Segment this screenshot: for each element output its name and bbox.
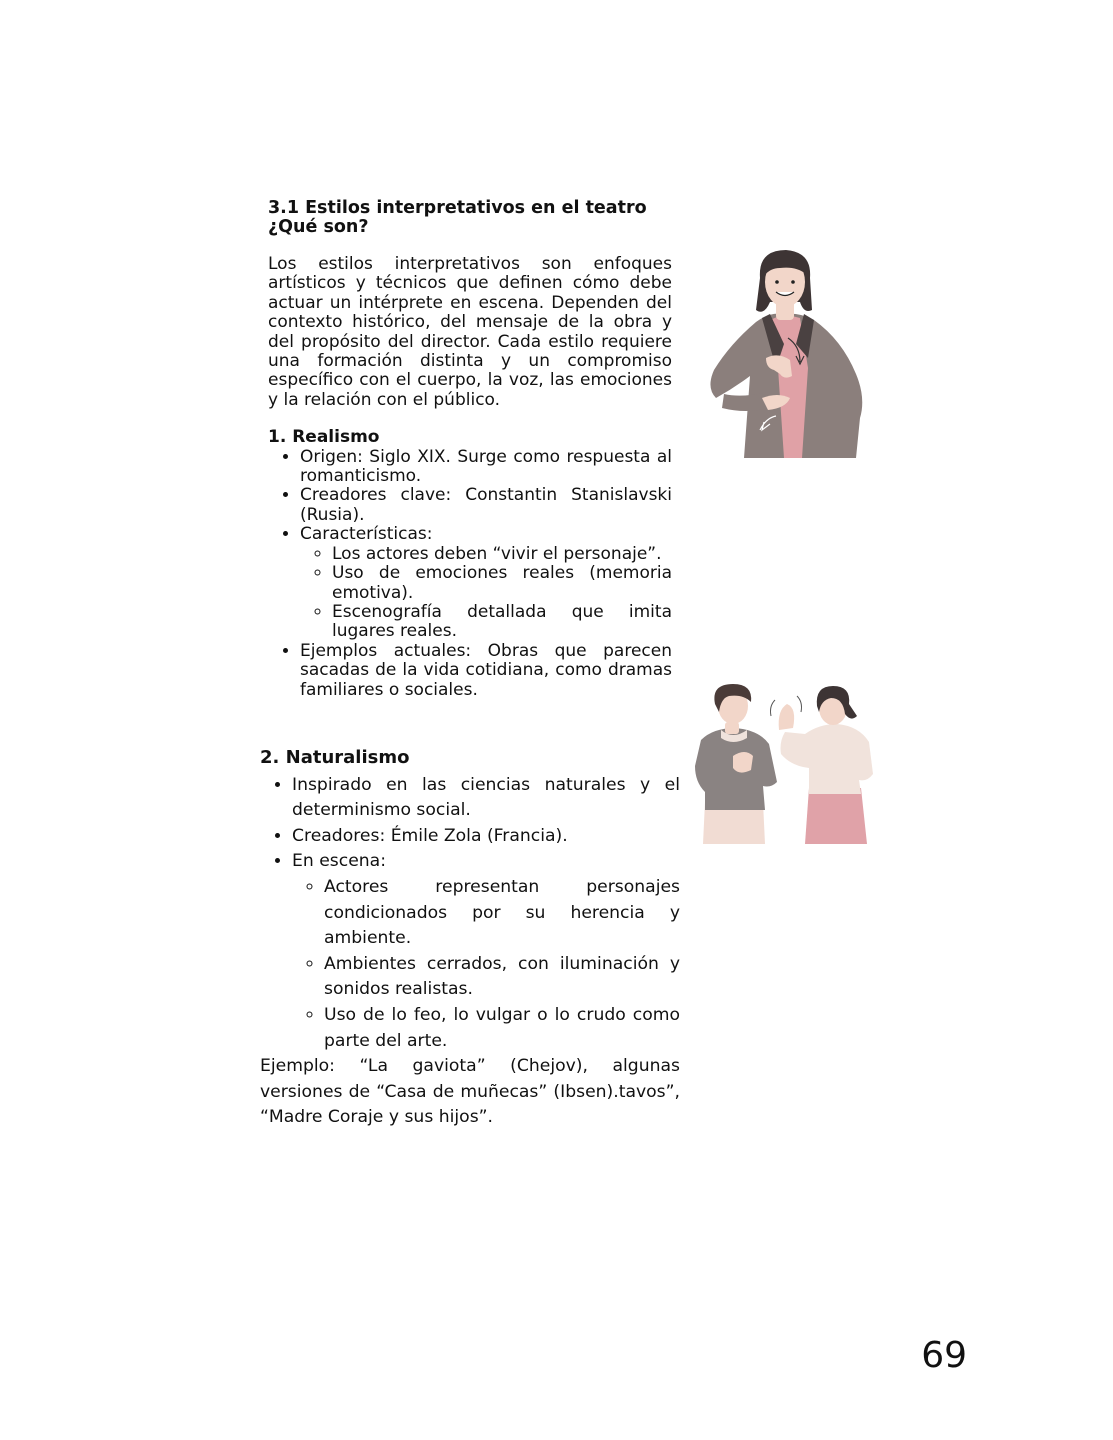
naturalismo-creadores: • Creadores: Émile Zola (Francia). bbox=[292, 824, 680, 850]
hands bbox=[733, 752, 753, 773]
sign-language-person-illustration bbox=[704, 248, 866, 460]
sweater bbox=[781, 724, 874, 794]
raised-hand bbox=[779, 704, 794, 730]
realismo-ejemplos: • Ejemplos actuales: Obras que parecen sacadas de la vida cotidiana, como dramas familiares o sociales. bbox=[300, 642, 672, 700]
naturalismo-ejemplo: Ejemplo: “La gaviota” (Chejov), algunas versiones de “Casa de muñecas” (Ibsen).tavos”, “Madre Coraje y sus hijos”. bbox=[260, 1056, 680, 1128]
en-escena-label: En escena: bbox=[292, 851, 386, 872]
realismo-creadores: • Creadores clave: Constantin Stanislavski (Rusia). bbox=[300, 486, 672, 525]
section-heading bbox=[268, 199, 672, 237]
list-item: ◦ Uso de lo feo, lo vulgar o lo crudo como parte del arte. bbox=[324, 1003, 680, 1054]
naturalismo-title: 2. Naturalismo bbox=[260, 747, 410, 768]
list-item: ◦ Actores representan personajes condicionados por su herencia y ambiente. bbox=[324, 875, 680, 952]
heading-question: ¿Qué son? bbox=[268, 217, 369, 237]
list-item: ◦ Los actores deben “vivir el personaje”. bbox=[332, 545, 672, 564]
list-item: ◦ Escenografía detallada que imita lugares reales. bbox=[332, 603, 672, 642]
two-people-signing-illustration bbox=[693, 682, 875, 846]
page-number: 69 bbox=[921, 1335, 967, 1376]
skirt bbox=[805, 788, 867, 844]
en-escena-sublist bbox=[292, 875, 680, 1054]
naturalismo-list bbox=[260, 773, 680, 1055]
heading-title: 3.1 Estilos interpretativos en el teatro bbox=[268, 198, 647, 218]
caracteristicas-label: Características: bbox=[300, 524, 433, 545]
section-naturalismo bbox=[260, 745, 680, 1131]
caracteristicas-sublist bbox=[300, 545, 672, 642]
list-item: ◦ Ambientes cerrados, con iluminación y sonidos realistas. bbox=[324, 952, 680, 1003]
realismo-title: 1. Realismo bbox=[268, 427, 380, 448]
eye bbox=[775, 280, 779, 284]
arm-left bbox=[722, 392, 770, 411]
intro-paragraph: Los estilos interpretativos son enfoques artísticos y técnicos que definen cómo debe actuar un intérprete en escena. Dependen del contexto histórico, del mensaje de la obra y del propósito del director. Cada estilo requiere una formación distinta y un compromiso específico con el cuerpo, la voz, las emociones y la relación con el público. bbox=[268, 254, 672, 410]
realismo-list bbox=[268, 448, 672, 700]
realismo-origen: • Origen: Siglo XIX. Surge como respuesta al romanticismo. bbox=[300, 448, 672, 487]
naturalismo-inspirado: • Inspirado en las ciencias naturales y el determinismo social. bbox=[292, 773, 680, 824]
section-estilos-interpretativos bbox=[268, 199, 672, 700]
naturalismo-en-escena bbox=[292, 849, 680, 1054]
realismo-caracteristicas bbox=[300, 525, 672, 641]
list-item: ◦ Uso de emociones reales (memoria emotiva). bbox=[332, 564, 672, 603]
eye bbox=[791, 280, 795, 284]
